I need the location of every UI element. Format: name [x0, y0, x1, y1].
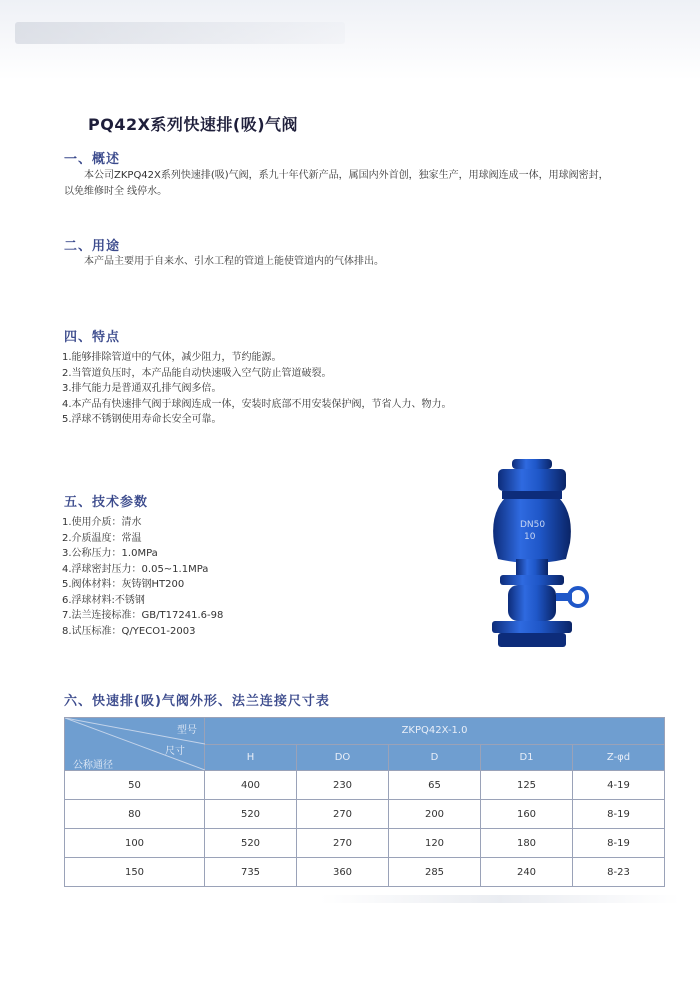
table-cell: 65 [389, 771, 481, 800]
table-cell: 360 [297, 858, 389, 887]
table-cell: 100 [65, 829, 205, 858]
column-header: D [389, 744, 481, 771]
page-title: PQ42X系列快速排(吸)气阀 [88, 115, 299, 134]
usage-text: 本产品主要用于自来水、引水工程的管道上能使管道内的气体排出。 [84, 256, 384, 267]
overview-line-1: 本公司ZKPQ42X系列快速排(吸)气阀，系九十年代新产品，属国内外首创，独家生产，用球阀连成一体，用球阀密封， [84, 170, 609, 181]
table-cell: 8-19 [573, 800, 665, 829]
table-cell: 270 [297, 829, 389, 858]
table-cell: 400 [205, 771, 297, 800]
table-cell: 285 [389, 858, 481, 887]
table-cell: 50 [65, 771, 205, 800]
feature-item: 4.本产品有快速排气阀于球阀连成一体，安装时底部不用安装保护阀，节省人力、物力。 [62, 398, 452, 410]
dimension-table [64, 717, 664, 887]
section-overview-heading [64, 148, 120, 167]
table-cell: 270 [297, 800, 389, 829]
table-cell: 520 [205, 800, 297, 829]
spec-item: 2.介质温度：常温 [62, 532, 142, 544]
footer-stain [320, 895, 680, 903]
features-list [62, 350, 452, 428]
table-cell: 80 [65, 800, 205, 829]
specs-heading: 五、技术参数 [64, 495, 149, 510]
usage-heading: 二、用途 [64, 239, 121, 254]
table-row [65, 800, 665, 829]
spec-item: 4.浮球密封压力：0.05~1.1MPa [62, 563, 209, 575]
table-cell: 735 [205, 858, 297, 887]
specs-list [62, 515, 223, 639]
valve-label-size: DN50 [520, 520, 546, 530]
table-cell: 150 [65, 858, 205, 887]
overview-line-2: 以免维修时全 线停水。 [64, 186, 168, 197]
column-header: Z-φd [573, 744, 665, 771]
table-cell: 4-19 [573, 771, 665, 800]
table-corner-cell [65, 718, 205, 771]
feature-item: 2.当管道负压时，本产品能自动快速吸入空气防止管道破裂。 [62, 367, 332, 379]
section-usage-heading [64, 235, 120, 254]
column-header: D1 [481, 744, 573, 771]
corner-label-dn: 公称通径 [73, 760, 113, 771]
section-features-heading [64, 326, 120, 345]
overview-heading: 一、概述 [64, 152, 121, 167]
table-row [65, 771, 665, 800]
table-cell: 240 [481, 858, 573, 887]
spec-item: 3.公称压力：1.0MPa [62, 548, 158, 559]
header-band [0, 0, 700, 80]
spec-item: 7.法兰连接标准：GB/T17241.6-98 [62, 610, 224, 621]
section-specs-heading [64, 491, 148, 510]
spec-item: 6.浮球材料:不锈钢 [62, 594, 145, 606]
features-heading: 四、特点 [64, 330, 121, 345]
table-cell: 230 [297, 771, 389, 800]
table-cell: 120 [389, 829, 481, 858]
spec-item: 8.试压标准：Q/YECO1-2003 [62, 625, 196, 637]
corner-label-size: 尺寸 [165, 746, 185, 757]
table-row [65, 829, 665, 858]
table-cell: 160 [481, 800, 573, 829]
table-cell: 520 [205, 829, 297, 858]
table-row [65, 858, 665, 887]
feature-item: 3.排气能力是普通双孔排气阀多倍。 [62, 383, 222, 394]
corner-label-model: 型号 [177, 725, 197, 736]
section-table-heading [64, 690, 330, 709]
table-cell: 200 [389, 800, 481, 829]
valve-label-pressure: 10 [524, 532, 536, 542]
model-name-header: ZKPQ42X-1.0 [205, 718, 665, 745]
table-cell: 8-19 [573, 829, 665, 858]
feature-item: 5.浮球不锈钢使用寿命长安全可靠。 [62, 414, 222, 425]
table-heading: 六、快速排(吸)气阀外形、法兰连接尺寸表 [64, 694, 330, 709]
spec-item: 1.使用介质：清水 [62, 517, 142, 528]
valve-product-image [462, 455, 602, 655]
header-smear [15, 22, 345, 44]
column-header: DO [297, 744, 389, 771]
column-header: H [205, 744, 297, 771]
feature-item: 1.能够排除管道中的气体，减少阻力，节约能源。 [62, 352, 282, 363]
table-cell: 180 [481, 829, 573, 858]
table-cell: 125 [481, 771, 573, 800]
spec-item: 5.阀体材料：灰铸钢HT200 [62, 579, 185, 590]
table-cell: 8-23 [573, 858, 665, 887]
